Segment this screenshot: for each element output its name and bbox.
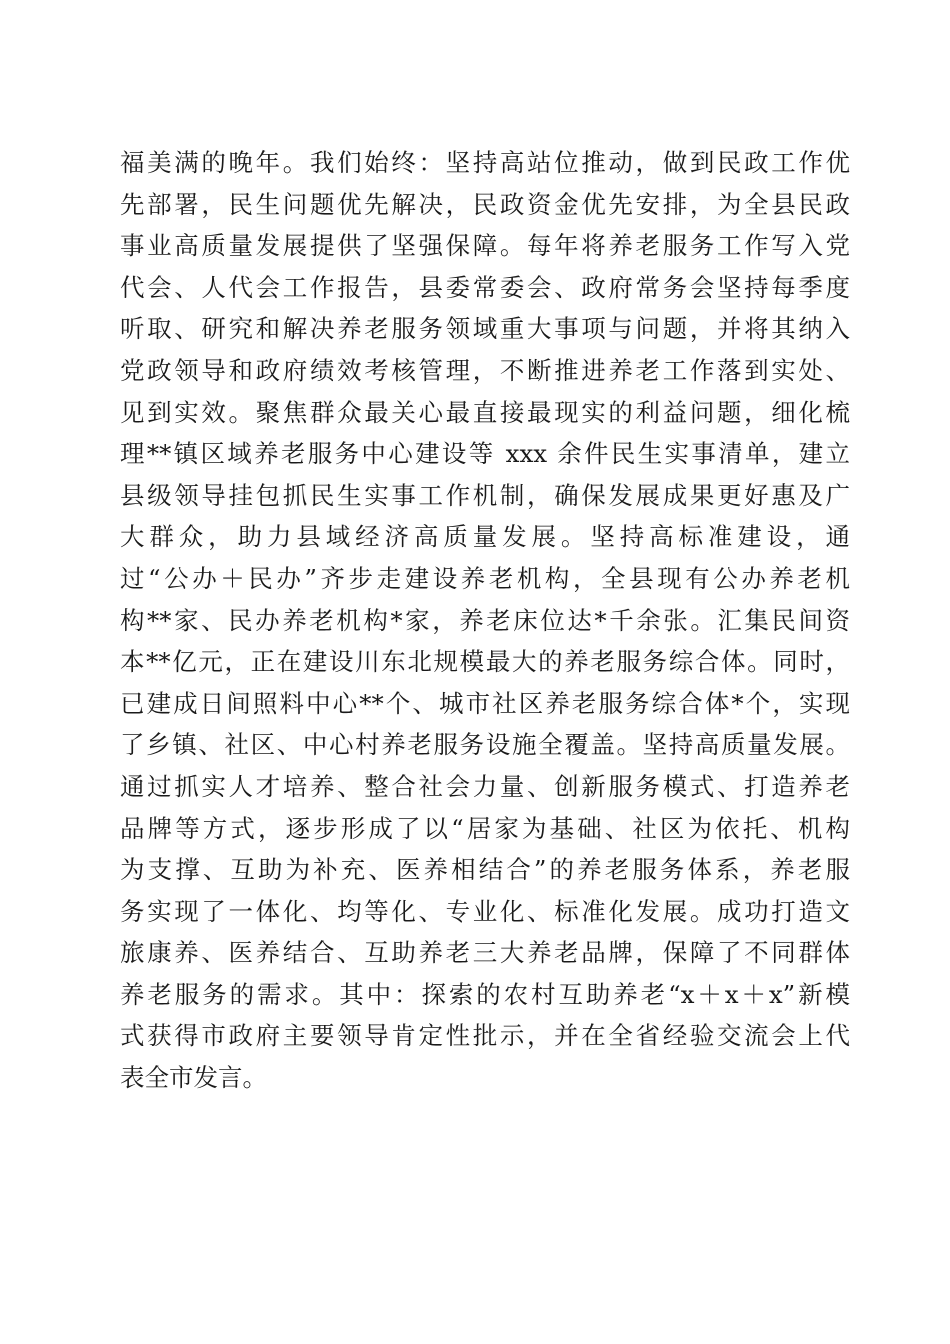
text-line: 已建成日间照料中心**个、城市社区养老服务综合体*个，实现 — [120, 688, 850, 718]
body-paragraph — [120, 142, 850, 1099]
text-line: 理**镇区域养老服务中心建设等 xxx 余件民生实事清单，建立 — [120, 439, 850, 469]
text-line: 代会、人代会工作报告，县委常委会、政府常务会坚持每季度 — [120, 272, 850, 302]
text-line: 务实现了一体化、均等化、专业化、标准化发展。成功打造文 — [120, 896, 850, 926]
text-line: 见到实效。聚焦群众最关心最直接最现实的利益问题，细化梳 — [120, 397, 850, 427]
text-line: 听取、研究和解决养老服务领域重大事项与问题，并将其纳入 — [120, 314, 850, 344]
text-line: 式获得市政府主要领导肯定性批示，并在全省经验交流会上代 — [120, 1021, 850, 1051]
text-line: 通过抓实人才培养、整合社会力量、创新服务模式、打造养老 — [120, 771, 850, 801]
text-line: 养老服务的需求。其中：探索的农村互助养老“x＋x＋x”新模 — [120, 979, 850, 1009]
text-line: 过“公办＋民办”齐步走建设养老机构，全县现有公办养老机 — [120, 563, 850, 593]
text-line: 表全市发言。 — [120, 1063, 267, 1093]
text-line: 县级领导挂包抓民生实事工作机制，确保发展成果更好惠及广 — [120, 480, 850, 510]
text-line: 党政领导和政府绩效考核管理，不断推进养老工作落到实处、 — [120, 355, 850, 385]
text-line: 旅康养、医养结合、互助养老三大养老品牌，保障了不同群体 — [120, 938, 850, 968]
text-line: 大群众，助力县域经济高质量发展。坚持高标准建设，通 — [120, 522, 850, 552]
text-line: 先部署，民生问题优先解决，民政资金优先安排，为全县民政 — [120, 189, 850, 219]
text-line: 福美满的晚年。我们始终：坚持高站位推动，做到民政工作优 — [120, 148, 850, 177]
text-line: 为支撑、互助为补充、医养相结合”的养老服务体系，养老服 — [120, 855, 850, 885]
text-line: 构**家、民办养老机构*家，养老床位达*千余张。汇集民间资 — [120, 605, 850, 635]
text-line: 了乡镇、社区、中心村养老服务设施全覆盖。坚持高质量发展。 — [120, 730, 850, 760]
text-line: 品牌等方式，逐步形成了以“居家为基础、社区为依托、机构 — [120, 813, 850, 843]
text-line: 事业高质量发展提供了坚强保障。每年将养老服务工作写入党 — [120, 231, 850, 261]
text-line: 本**亿元，正在建设川东北规模最大的养老服务综合体。同时， — [120, 647, 850, 677]
